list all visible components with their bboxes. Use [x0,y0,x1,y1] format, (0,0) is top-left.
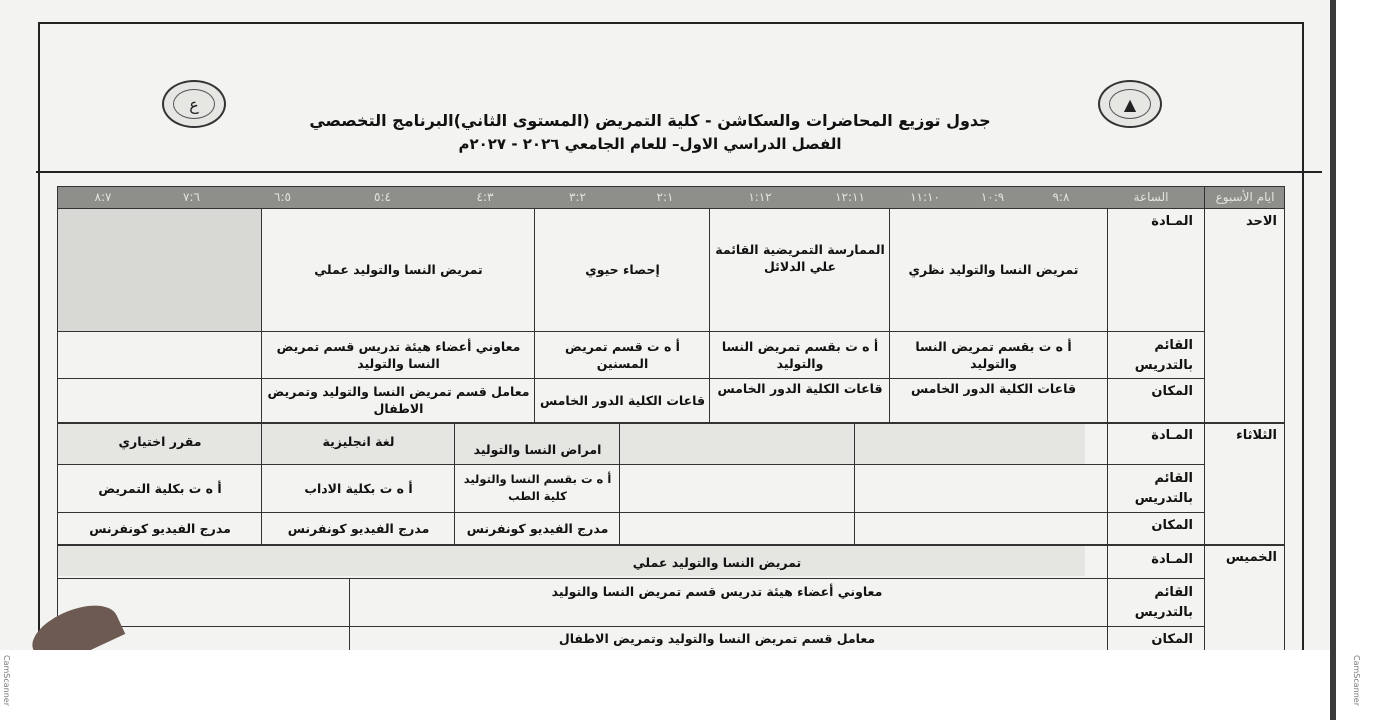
scan-edge-shadow [1330,0,1336,720]
header-cell-slot: ٣:٢ [535,186,620,208]
thursday-place-cell: معامل قسم تمريض النسا والتوليد وتمريض الاطفال [558,630,876,646]
sunday-place-cell: معامل قسم تمريض النسا والتوليد وتمريض الاطفال [267,384,530,416]
seal-icon: ع [173,89,215,119]
row-label-subject: المـادة [1151,428,1193,443]
header-cell-slot: ٢:١ [620,186,710,208]
grid-line [1284,186,1285,650]
row-label-teacher: القائم بالتدريس [1134,585,1193,620]
tuesday-place-cell: مدرج الفيديو كونفرنس [466,520,609,536]
row-label-place: المكان [1151,632,1193,647]
tuesday-teacher-cell: أ ه ت بكلية التمريض [98,480,222,496]
row-label-subject: المـادة [1151,214,1193,229]
tuesday-place-cell: مدرج الفيديو كونفرنس [89,520,231,536]
university-logo-right [1098,80,1162,128]
header-cell-slot: ٥:٤ [330,186,435,208]
header-cell-slot: ١:١٢ [710,186,810,208]
grid-line [854,424,855,544]
header-separator [36,171,1322,173]
sunday-place-cell: قاعات الكلية الدور الخامس [540,392,706,408]
header-cell-slot: ٦:٥ [235,186,330,208]
header-cell-slot: ١٠:٩ [960,186,1025,208]
row-label-teacher: القائم بالتدريس [1134,338,1193,373]
sunday-teacher-cell: أ ه ت بقسم تمريض النسا والتوليد [721,338,879,371]
header-cell-slot: ٤:٣ [435,186,535,208]
tuesday-teacher-cell: أ ه ت بكلية الاداب [304,480,413,496]
emblem-icon: ▲ [1109,89,1151,119]
scan-edge [1330,0,1373,720]
header-cell-slot: ٨:٧ [58,186,148,208]
row-label-place: المكان [1151,384,1193,399]
sunday-subject-cell: إحصاء حيوي [585,262,660,277]
sunday-place-cell: قاعات الكلية الدور الخامس [717,381,883,396]
header-cell-slot: ٧:٦ [148,186,235,208]
day-label-thursday: الخميس [1225,550,1277,565]
day-label-tuesday: الثلاثاء [1236,428,1277,443]
tuesday-subject-cell: امراض النسا والتوليد [473,441,602,457]
grid-line [1204,186,1205,650]
row-label-teacher: القائم بالتدريس [1134,471,1193,506]
day-label-sunday: الاحد [1245,214,1277,229]
sunday-place-cell: قاعات الكلية الدور الخامس [911,381,1077,396]
grid-line [58,186,1285,187]
tuesday-subject-cell: لغة انجليزية [322,433,395,449]
grid-line [1107,208,1108,650]
header-cell-hour: الساعة [1097,186,1205,208]
header-cell-slot: ١٢:١١ [810,186,890,208]
sunday-subject-cell: الممارسة التمريضية القائمة علي الدلائل [715,242,885,274]
tuesday-place-cell: مدرج الفيديو كونفرنس [287,520,430,536]
header-cell-days: ايام الأسبوع [1205,186,1285,208]
row-label-place: المكان [1151,518,1193,533]
tuesday-subject-cell: مقرر اختياري [118,433,202,449]
header-cell-slot: ٩:٨ [1025,186,1097,208]
thursday-teacher-cell: معاوني أعضاء هيئة تدريس قسم تمريض النسا والتوليد [551,583,883,599]
sunday-subject-cell: تمريض النسا والتوليد عملي [314,262,483,277]
tuesday-teacher-cell: أ ه ت بقسم النسا والتوليد كلية الطب [463,472,612,503]
sunday-subject-cell: تمريض النسا والتوليد نظري [908,262,1079,277]
sunday-teacher-cell: معاوني أعضاء هيئة تدريس قسم تمريض النسا والتوليد [276,338,521,371]
sunday-teacher-cell: أ ه ت قسم تمريض المسنين [565,338,680,371]
grid-line [57,186,58,650]
header-cell-slot: ١١:١٠ [890,186,960,208]
row-label-subject: المـادة [1151,552,1193,567]
grid-line [58,544,1285,546]
sunday-teacher-cell: أ ه ت بقسم تمريض النسا والتوليد [915,338,1072,371]
schedule-table [58,186,1285,650]
document-title: جدول توزيع المحاضرات والسكاشن - كلية التمريض (المستوى الثاني)البرنامج التخصصي [309,111,991,130]
scanner-watermark: CamScanner [2,655,11,707]
scanner-watermark: CamScanner [1352,655,1361,707]
empty-slot-shaded [58,208,262,331]
thursday-subject-cell: تمريض النسا والتوليد عملي [632,554,802,570]
document-subtitle: الفصل الدراسي الاول– للعام الجامعي ٢٠٢٦ - ٢٠٢٧م [458,135,842,153]
